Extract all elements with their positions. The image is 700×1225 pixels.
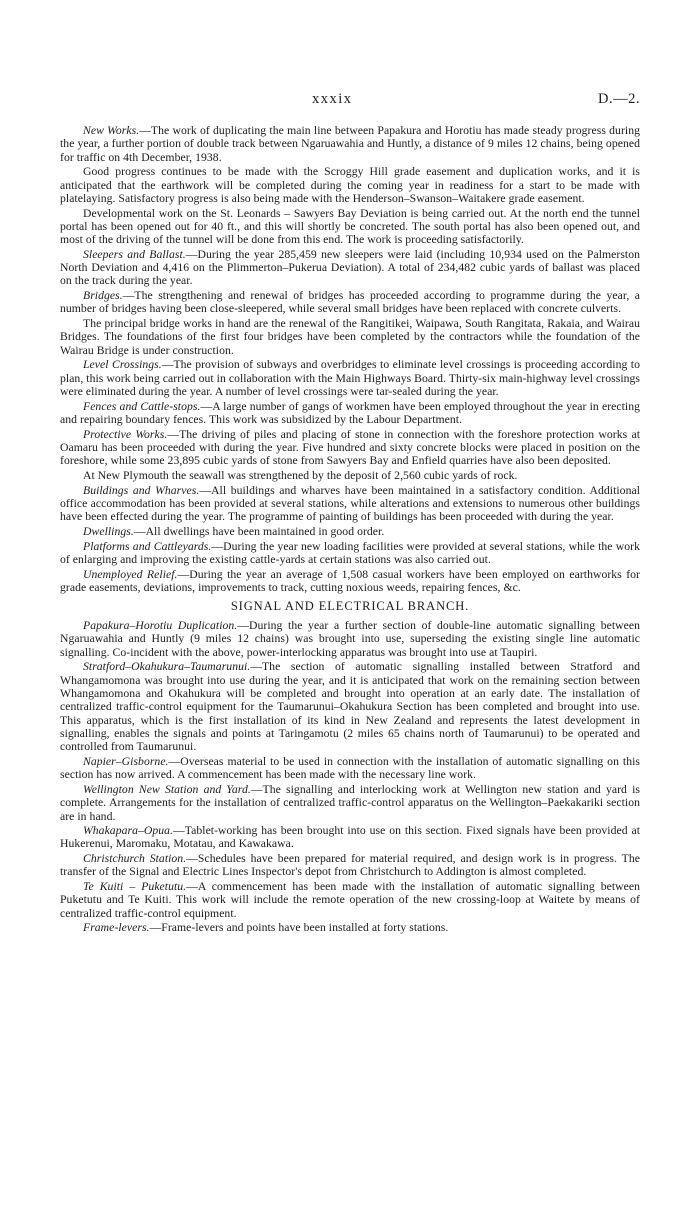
document-reference: D.—2.: [598, 91, 640, 107]
paragraph: [60, 317, 640, 357]
paragraph-text: —A commencement has been made with the installation of automatic signalling between Puketutu and Te Kuiti. This work will include the remote operation of the new crossing-loop at Waitete by means of centralized traffic-control equipment.: [60, 880, 640, 920]
paragraph: [60, 619, 640, 659]
paragraph: [60, 207, 640, 247]
paragraph-text: —All buildings and wharves have been maintained in a satisfactory condition. Additional office accommodation has been provided at several stations, while alterations and extensions to numerous other buildings have been effected during the year. The programme of painting of buildings has been proceeded with during the year.: [60, 483, 640, 524]
paragraph-text: —Schedules have been prepared for material required, and design work is in progress. The transfer of the Signal and Electric Lines Inspector's depot from Christchurch to Addington is almost completed.: [60, 852, 640, 879]
paragraph-text: —The section of automatic signalling installed between Stratford and Whangamomona was brought into use during the year, and it is anticipated that work on the remaining section between Whangamomona and Okahukura will be completed and brought into operation at an early date. The installation of centralized traffic-control equipment for the Taumarunui–Okahukura Section has been completed and brought into use. This apparatus, which is the first installation of its kind in New Zealand and represents the latest development in signalling, enables the signals and points at Taringamotu (2 miles 65 chains north of Taumarunui) to be operated and controlled from Taumarunui.: [60, 660, 640, 754]
paragraph: [60, 289, 640, 316]
paragraph-text: Developmental work on the St. Leonards – Sawyers Bay Deviation is being carried out. At the north end the tunnel portal has been opened out for 40 ft., and this will shortly be concreted. The south portal has also been opened out, and most of the driving of the tunnel will be done from this end. The work is proceeding satisfactorily.: [60, 206, 640, 247]
paragraph: [60, 660, 640, 753]
paragraph: [60, 783, 640, 823]
paragraph: [60, 880, 640, 920]
paragraph-text: —During the year an average of 1,508 casual workers have been employed on earthworks for grade easements, deviations, improvements to track, cutting noxious weeds, repairing fences, &c.: [60, 567, 640, 594]
paragraph-heading: Napier–Gisborne.: [83, 754, 169, 768]
paragraph-heading: Protective Works.: [83, 427, 168, 441]
paragraph: [60, 824, 640, 851]
paragraph-heading: Te Kuiti – Puketutu.: [83, 880, 187, 894]
paragraph-text: Good progress continues to be made with the Scroggy Hill grade easement and duplication works, and it is anticipated that the earthwork will be completed during the coming year in readiness for a start to be made with platelaying. Satisfactory progress is also being made with the Henderson–Swanson–Waitakere grade easement.: [60, 165, 640, 205]
paragraph: [60, 358, 640, 398]
paragraph-heading: Stratford–Okahukura–Taumarunui.: [83, 660, 251, 674]
paragraph: [60, 755, 640, 782]
paragraph-text: —The strengthening and renewal of bridges has proceeded according to programme during the year, a number of bridges having been close-sleepered, while several small bridges have been replaced with concrete culverts.: [60, 289, 640, 316]
document-body: [60, 124, 640, 936]
paragraph: [60, 852, 640, 879]
paragraph-text: —The work of duplicating the main line between Papakura and Horotiu has made steady progress during the year, a further portion of double track between Ngaruawahia and Huntly, a distance of 9 miles 12 chains, being opened for traffic on 4th December, 1938.: [60, 124, 640, 164]
paragraph-text: —Frame-levers and points have been installed at forty stations.: [149, 921, 449, 935]
paragraph-heading: Level Crossings.: [83, 358, 162, 372]
paragraph: [60, 540, 640, 567]
paragraph-heading: Wellington New Station and Yard.: [83, 782, 251, 796]
section-heading: SIGNAL AND ELECTRICAL BRANCH.: [230, 599, 470, 614]
paragraph-heading: Papakura–Horotiu Duplication.: [83, 619, 238, 633]
paragraph-text: —The driving of piles and placing of stone in connection with the foreshore protection works at Oamaru has been proceeded with during the year. Five hundred and sixty concrete blocks were placed in position on the foreshore, while some 23,895 cubic yards of stone from Sawyers Bay and Enfield quarries have also been deposited.: [60, 427, 640, 468]
paragraph-text: —Tablet-working has been brought into use on this section. Fixed signals have been provided at Hukerenui, Maromaku, Motatau, and Kawakawa.: [60, 824, 640, 851]
paragraph-text: The principal bridge works in hand are the renewal of the Rangitikei, Waipawa, South Rangitata, Rakaia, and Wairau Bridges. The foundations of the first four bridges have been completed by the contractors while the foundation of the Wairau Bridge is under construction.: [60, 317, 640, 357]
paragraph-heading: New Works.: [83, 124, 140, 137]
paragraph-text: —During the year 285,459 new sleepers were laid (including 10,934 used on the Palmerston North Deviation and 4,416 on the Plimmerton–Pukerua Deviation). A total of 234,482 cubic yards of ballast was placed on the track during the year.: [60, 247, 641, 288]
paragraph: [60, 568, 640, 595]
paragraph-heading: Fences and Cattle-stops.: [83, 399, 201, 413]
paragraph-heading: Buildings and Wharves.: [83, 483, 200, 497]
paragraph-text: —All dwellings have been maintained in good order.: [133, 524, 385, 538]
page-number: xxxix: [312, 91, 353, 107]
paragraph: [60, 124, 640, 164]
paragraph-heading: Platforms and Cattleyards.: [83, 539, 212, 553]
paragraph: [60, 165, 640, 205]
paragraph: [60, 921, 640, 934]
paragraph: [60, 400, 640, 427]
paragraph-heading: Dwellings.: [83, 524, 134, 538]
paragraph-heading: Sleepers and Ballast.: [83, 247, 186, 261]
paragraph-heading: Frame-levers.: [83, 921, 150, 935]
paragraph: [60, 525, 640, 538]
paragraph: [60, 248, 640, 288]
paragraph-text: —The provision of subways and overbridges to eliminate level crossings is proceeding according to plan, this work being carried out in collaboration with the Main Highways Board. Thirty-six main-highway level crossings were eliminated during the year. A number of level crossings were tar-sealed during the year.: [60, 358, 640, 398]
paragraph: [60, 484, 640, 524]
paragraph-heading: Unemployed Relief.: [83, 567, 178, 581]
paragraph-text: —During the year new loading facilities were provided at several stations, while the work of enlarging and improving the existing cattle-yards at certain stations was also carried out.: [60, 539, 640, 566]
paragraph: [60, 469, 640, 482]
paragraph-text: At New Plymouth the seawall was strengthened by the deposit of 2,560 cubic yards of rock.: [83, 468, 518, 482]
paragraph-text: —A large number of gangs of workmen have been employed throughout the year in erecting and repairing boundary fences. This work was subsidized by the Labour Department.: [60, 399, 640, 426]
paragraph-text: —The signalling and interlocking work at Wellington new station and yard is complete. Arrangements for the installation of centralized traffic-control apparatus on the Wellington–Paekakariki section are in hand.: [60, 782, 640, 823]
paragraph: [60, 428, 640, 468]
paragraph-text: —During the year a further section of double-line automatic signalling between Ngaruawahia and Huntly (9 miles 12 chains) was brought into use, superseding the existing single line automatic signalling. Co-incident with the above, power-interlocking apparatus was brought into use at Taupiri.: [60, 619, 640, 659]
paragraph-text: —Overseas material to be used in connection with the installation of automatic signalling on this section has now arrived. A commencement has been made with the necessary line work.: [60, 754, 640, 782]
paragraph-heading: Christchurch Station.: [83, 852, 187, 866]
paragraph-heading: Bridges.: [83, 289, 123, 303]
paragraph-heading: Whakapara–Opua.: [83, 824, 174, 838]
